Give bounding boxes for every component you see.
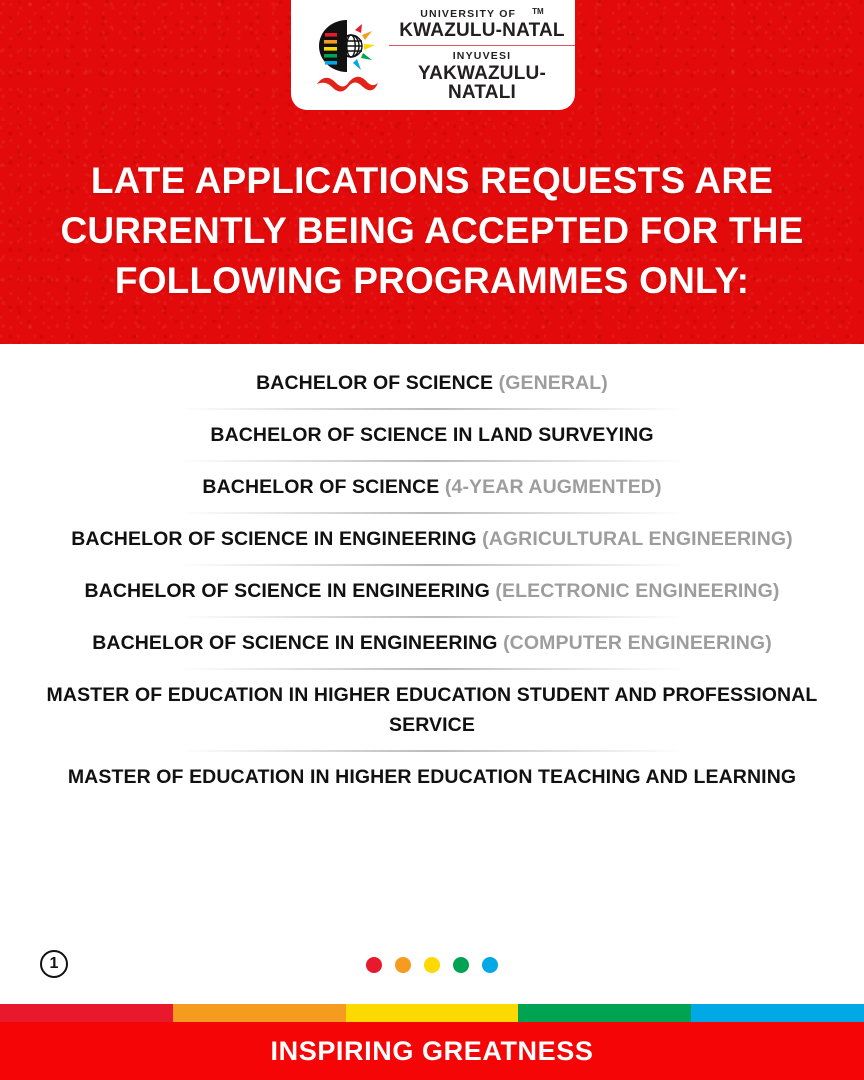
logo-card <box>291 0 575 110</box>
logo-line-yakwazulu-natali: YAKWAZULU-NATALI <box>418 62 546 103</box>
color-stripe-bar <box>0 1004 864 1022</box>
programme-item <box>0 670 864 750</box>
stripe-segment <box>518 1004 691 1022</box>
programme-list <box>0 344 864 802</box>
logo-line-kwazulu-natal: KWAZULU-NATAL <box>399 20 565 41</box>
header-banner <box>0 0 864 344</box>
page-number-badge: 1 <box>40 950 68 978</box>
programme-name: BACHELOR OF SCIENCE IN ENGINEERING <box>92 632 504 654</box>
logo-lockup <box>311 7 575 102</box>
programme-qualifier: (GENERAL) <box>498 372 608 394</box>
programme-item <box>0 462 864 512</box>
programme-item <box>0 752 864 802</box>
headline-text: LATE APPLICATIONS REQUESTS ARE CURRENTLY BEING ACCEPTED FOR THE FOLLOWING PROGRAMMES ONLY: <box>60 160 804 301</box>
color-dot <box>424 957 440 973</box>
programme-item <box>0 358 864 408</box>
programme-item <box>0 514 864 564</box>
color-dots <box>366 957 498 973</box>
trademark-symbol: TM <box>532 6 544 16</box>
ukzn-logo-icon <box>311 14 383 94</box>
stripe-segment <box>173 1004 346 1022</box>
programme-name: BACHELOR OF SCIENCE IN ENGINEERING <box>84 580 496 602</box>
programme-item <box>0 618 864 668</box>
footer-bar <box>0 1022 864 1080</box>
programme-name: BACHELOR OF SCIENCE IN ENGINEERING <box>71 528 483 550</box>
programme-name: BACHELOR OF SCIENCE <box>256 372 499 394</box>
programme-name: BACHELOR OF SCIENCE IN LAND SURVEYING <box>210 424 654 446</box>
logo-wordmark <box>389 7 575 102</box>
programme-name: MASTER OF EDUCATION IN HIGHER EDUCATION TEACHING AND LEARNING <box>67 766 797 788</box>
color-dot <box>366 957 382 973</box>
logo-top-row <box>389 6 575 20</box>
color-dot <box>395 957 411 973</box>
color-dot <box>453 957 469 973</box>
programme-qualifier: (AGRICULTURAL ENGINEERING) <box>482 528 793 550</box>
stripe-segment <box>691 1004 864 1022</box>
programme-item <box>0 410 864 460</box>
programme-qualifier: (ELECTRONIC ENGINEERING) <box>495 580 780 602</box>
logo-line-inyuvesi: INYUVESI <box>452 50 512 62</box>
programme-qualifier: (COMPUTER ENGINEERING) <box>503 632 772 654</box>
stripe-segment <box>346 1004 519 1022</box>
color-dot <box>482 957 498 973</box>
logo-line-university-of: UNIVERSITY OF <box>420 7 517 20</box>
programme-item <box>0 566 864 616</box>
footer-tagline: INSPIRING GREATNESS <box>270 1035 594 1066</box>
stripe-segment <box>0 1004 173 1022</box>
programme-name: MASTER OF EDUCATION IN HIGHER EDUCATION STUDENT AND PROFESSIONAL SERVICE <box>46 684 818 736</box>
logo-divider <box>389 45 575 46</box>
programme-name: BACHELOR OF SCIENCE <box>202 476 445 498</box>
programme-qualifier: (4-YEAR AUGMENTED) <box>444 476 662 498</box>
